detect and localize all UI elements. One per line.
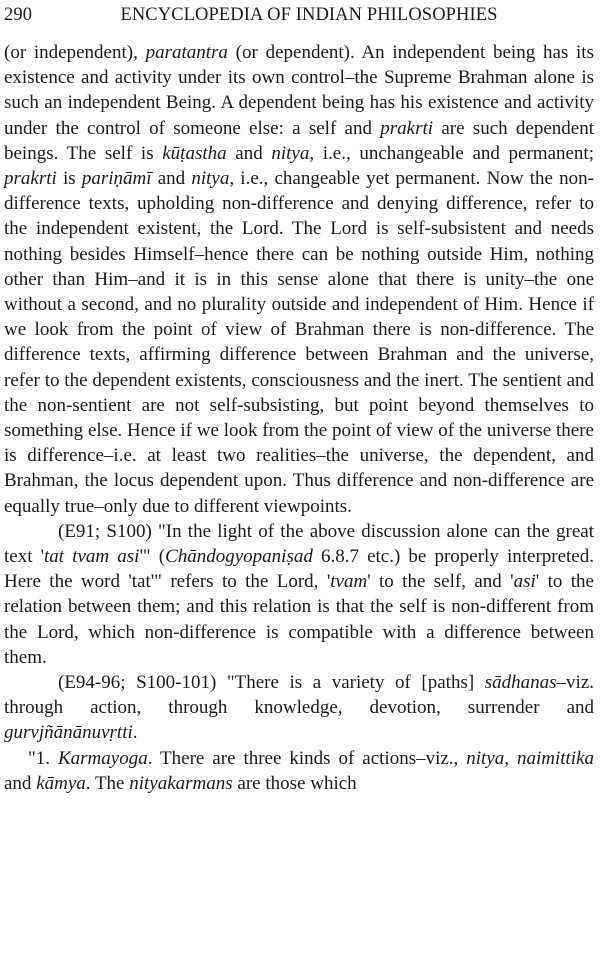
italic-term: tvam — [330, 571, 368, 593]
italic-term: Karmayoga — [57, 747, 148, 769]
text-run: and — [151, 168, 192, 190]
italic-term: paratantra — [145, 42, 228, 63]
running-header — [4, 0, 596, 30]
text-run: 6.8.7 etc.) be properly interpreted. Here the word 'tat'" refers to the Lord, ' — [4, 546, 594, 593]
text-run: "1. — [28, 747, 58, 769]
italic-term: nitya — [191, 168, 230, 190]
page-number: 290 — [4, 4, 33, 25]
text-run: and — [4, 772, 37, 794]
italic-term: sādhanas — [484, 672, 557, 694]
italic-term: Chāndogyopaniṣad — [165, 546, 313, 568]
text-run: , i.e., changeable yet permanent. Now the non-difference texts, upholding non-difference and denying difference, refer to the independent existent, the Lord. The Lord is self-subsistent and needs nothing besides Himself–hence there can be nothing outside Him, nothing other than Him–and it is in this sense alone that there is unity–the one without a second, and no plurality outside and independent of Him. Hence if we look from the point of view of Brahman there is non-difference. The difference texts, affirming difference between Brahman and the universe, refer to the dependent existents, consciousness and the inert. The sentient and the non-sentient are not self-subsisting, but point beyond themselves to something else. Hence if we look from the point of view of the universe there is difference–i.e. at least two realities–the universe, the dependent, and Brahman, the locus dependent upon. Thus difference and non-difference are equally true–only due to different viewpoints. — [4, 168, 594, 517]
italic-term: nityakarmans — [129, 772, 233, 794]
text-run: and — [226, 142, 272, 164]
text-run: are such dependent beings. The self is — [4, 117, 594, 164]
text-run: (E94-96; S100-101) "There is a variety of [paths] — [58, 672, 485, 694]
text-run: (E91; S100) "In the light of the above discussion alone can the great text ' — [4, 520, 594, 568]
paragraph — [4, 519, 594, 670]
text-run: are those which — [232, 772, 357, 794]
text-run: –viz. through action, through knowledge, devotion, surrender and — [4, 672, 594, 719]
italic-term: gurvjñānānuvṛtti — [4, 722, 133, 744]
text-run: . There are three kinds of actions–viz., — [147, 747, 467, 769]
italic-term: prakrti — [4, 168, 57, 190]
italic-term: pariṇāmī — [81, 168, 152, 190]
italic-term: asi — [513, 571, 536, 593]
text-run: . — [132, 722, 138, 744]
body-text — [4, 40, 594, 796]
italic-term: tat tvam asi — [44, 546, 140, 568]
italic-term: kūṭastha — [162, 142, 227, 164]
text-run: ' to the self, and ' — [367, 571, 514, 593]
running-title: ENCYCLOPEDIA OF INDIAN PHILOSOPHIES — [120, 4, 498, 25]
italic-term: prakrti — [380, 117, 434, 139]
text-run: (or dependent). An independent being has its existence and activity under its own control–the Supreme Brahman alone is such an independent Being. A dependent being has his existence and activity under the control of someone else: a self and — [4, 42, 594, 139]
text-run: (or independent), — [4, 42, 146, 63]
italic-term: nitya, naimittika — [466, 747, 595, 769]
text-run: ' to the relation between them; and this relation is that the self is non-different from the Lord, which non-difference is compatible with a difference between them. — [4, 571, 594, 668]
italic-term: nitya — [271, 142, 310, 164]
text-run: , i.e., unchangeable and permanent; — [309, 142, 594, 164]
paragraph — [4, 670, 594, 746]
paragraph — [4, 40, 594, 519]
paragraph — [4, 746, 594, 796]
text-run: is — [56, 168, 82, 190]
italic-term: kāmya — [36, 772, 86, 794]
text-run: '" ( — [139, 546, 166, 568]
text-run: . The — [85, 772, 130, 794]
